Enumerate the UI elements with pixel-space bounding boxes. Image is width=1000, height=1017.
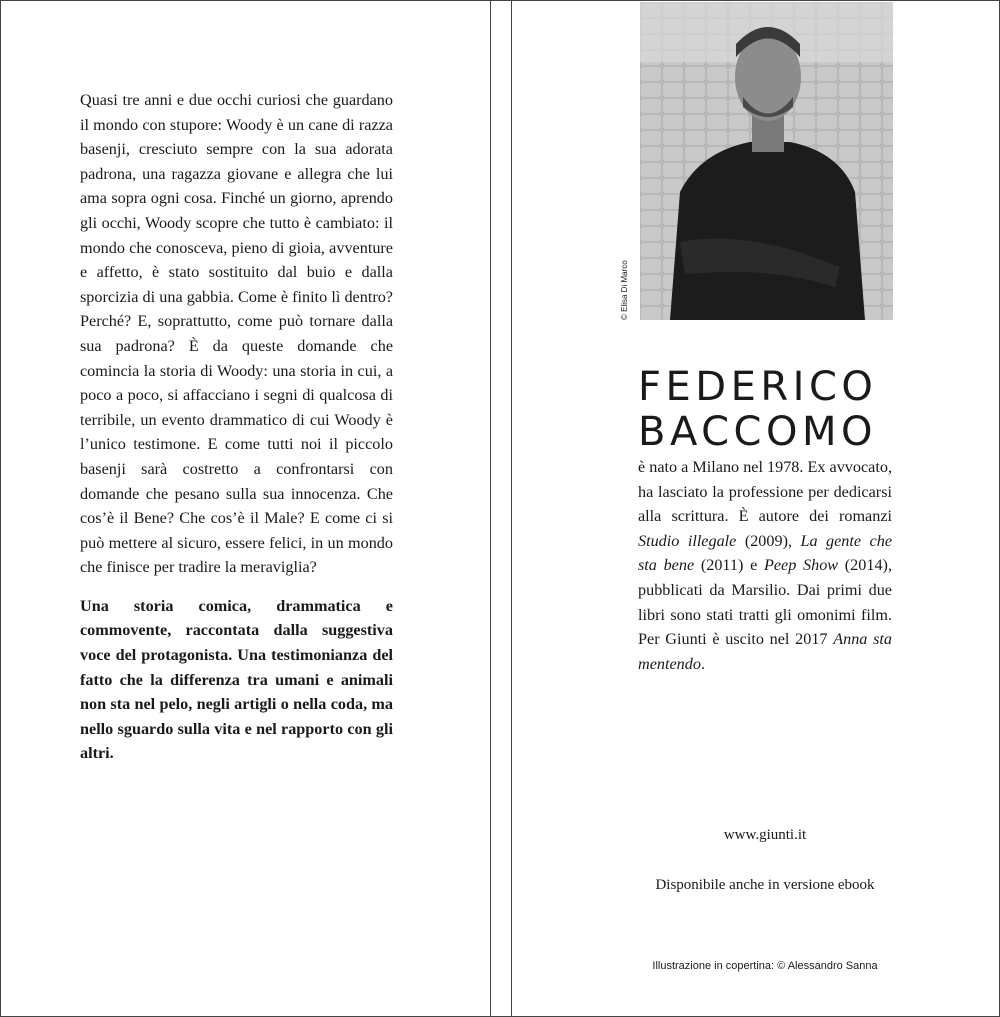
book-title: Anna sta mentendo: [638, 630, 893, 673]
synopsis-paragraph: Quasi tre anni e due occhi curiosi che guardano il mondo con stupore: Woody è un cane di razza basenji, cresciuto sempre con la sua adorata padrona, una ragazza giovane e allegra che lui ama sopra ogni cosa. Finché un giorno, aprendo gli occhi, Woody scopre che tutto è cambiato: il mondo che conosceva, pieno di gioia, avventure e affetto, è stato sostituito dal buio e dalla sporcizia di una gabbia. Come è finito lì dentro? Perché? E, soprattutto, come può tornare dalla sua padrona? È da queste domande che comincia la storia di Woody: una storia in cui, a poco a poco, si affacciano i segni di qualcosa di terribile, un evento drammatico di cui Woody è l’unico testimone. E come tutti noi il piccolo basenji sarà costretto a confrontarsi con domande che pesano sulla sua innocenza. Che cos’è il Bene? Che cos’è il Male? E come ci si può mettere al sicuro, essere felici, in un mondo che finisce per tradire la meraviglia?: [80, 91, 393, 577]
publisher-website: www.giunti.it: [723, 827, 807, 843]
author-first-name: FEDERICO: [638, 363, 878, 410]
book-title: Peep Show: [763, 556, 839, 575]
bio-text: .: [700, 654, 705, 673]
bio-text: è nato a Milano nel 1978. Ex avvocato, ha lasciato la professione per dedicarsi alla scrittura. È autore dei romanzi: [638, 458, 892, 526]
fold-line-left: [490, 0, 491, 1017]
author-photo: [640, 2, 893, 320]
bio-text: (2011) e: [694, 556, 764, 575]
fold-line-right: [511, 0, 512, 1017]
author-name: [638, 365, 898, 455]
author-last-name: BACCOMO: [638, 408, 877, 455]
bio-text: (2009),: [736, 531, 801, 550]
tagline-paragraph: Una storia comica, drammatica e commovente, raccontata dalla suggestiva voce del protagonista. Una testimonianza del fatto che la differenza tra umani e animali non sta nel pelo, negli artigli o nella coda, ma nello sguardo sulla vita e nel rapporto con gli altri.: [80, 596, 393, 763]
cover-credit: Illustrazione in copertina: © Alessandro Sanna: [652, 960, 878, 972]
author-bio: [638, 455, 892, 676]
book-title: La gente che sta bene: [638, 531, 892, 575]
author-portrait-image: [640, 2, 893, 320]
book-title: Studio illegale: [638, 531, 737, 550]
back-flap-text: [80, 88, 393, 766]
photo-credit: © Elisa Di Marco: [620, 260, 629, 320]
bio-text: (2014), pubblicati da Marsilio. Dai primi due libri sono stati tratti gli omonimi film. Per Giunti è uscito nel 2017: [638, 556, 892, 649]
ebook-note: Disponibile anche in versione ebook: [655, 877, 875, 893]
